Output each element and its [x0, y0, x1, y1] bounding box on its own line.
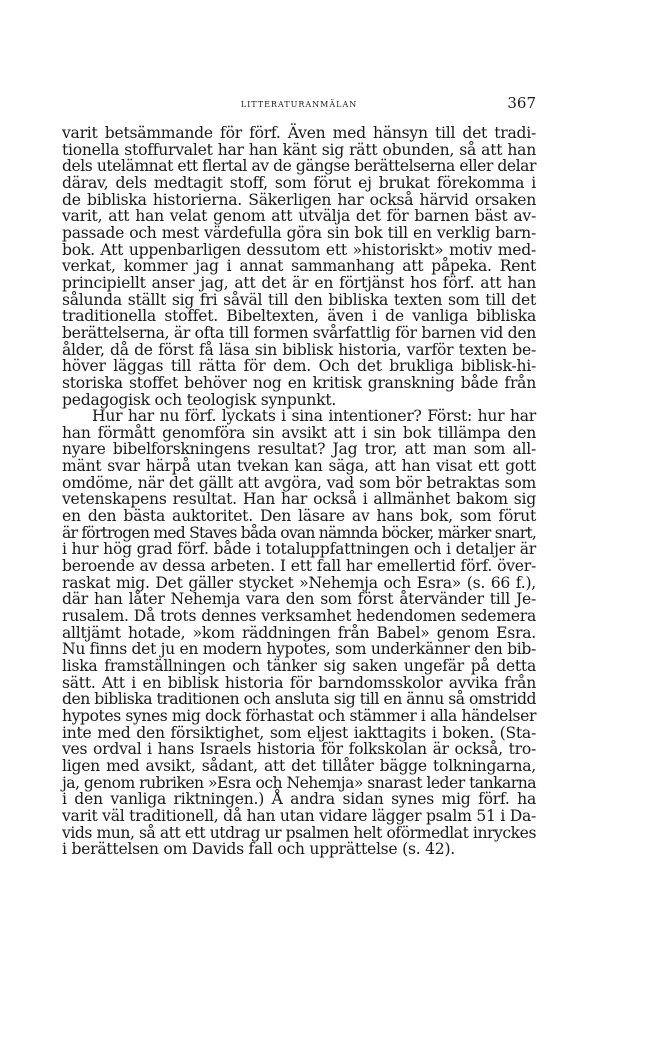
text-line: omdöme, när det gällt att avgöra, vad som bör betraktas som: [62, 473, 536, 492]
text-line: berättelserna, är ofta till formen svårfattlig för barnen vid den: [62, 323, 536, 342]
text-line: i hur hög grad förf. både i totaluppfattningen och i detaljer är: [62, 540, 536, 559]
text-line: inte med den försiktighet, som eljest iakttagits i boken. (Sta-: [62, 723, 536, 742]
page-header: [62, 94, 536, 116]
text-line: ves ordval i hans Israels historia för folkskolan är också, tro-: [62, 740, 536, 759]
text-line: passade och mest värdefulla göra sin bok till en verklig barn-: [62, 223, 536, 242]
text-line: beroende av dessa arbeten. I ett fall har emellertid förf. över-: [62, 557, 536, 576]
text-line: sätt. Att i en biblisk historia för barndomsskolor avvika från: [62, 673, 536, 692]
text-line: i berättelsen om Davids fall och upprättelse (s. 42).: [62, 840, 456, 859]
text-line: Nu finns det ju en modern hypotes, som underkänner den bib-: [62, 640, 536, 659]
text-line: pedagogisk och teologisk synpunkt.: [62, 390, 337, 409]
text-line: i den vanliga riktningen.) Å andra sidan synes mig förf. ha: [62, 790, 536, 809]
text-line: Hur har nu förf. lyckats i sina intentioner? Först: hur har: [92, 407, 536, 426]
text-line: tionella stoffurvalet har han känt sig rätt obunden, så att han: [62, 140, 536, 159]
text-line: dels utelämnat ett flertal av de gängse berättelserna eller delar: [62, 157, 536, 176]
text-line: där han låter Nehemja vara den som först återvänder till Je-: [62, 590, 536, 609]
text-line: traditionella stoffet. Bibeltexten, även i de vanliga bibliska: [62, 307, 536, 326]
text-line: raskat mig. Det gäller stycket »Nehemja och Esra» (s. 66 f.),: [62, 573, 536, 592]
text-line: vetenskapens resultat. Han har också i allmänhet bakom sig: [62, 490, 536, 509]
text-line: hypotes synes mig dock förhastat och stämmer i alla händelser: [62, 706, 536, 725]
running-title: LITTERATURANMÄLAN: [240, 100, 358, 109]
text-line: varit väl traditionell, då han utan vidare lägger psalm 51 i Da-: [62, 806, 536, 825]
text-line: en den bästa auktoritet. Den läsare av hans bok, som förut: [62, 507, 536, 526]
text-line: därav, dels medtagit stoff, som förut ej brukat förekomma i: [62, 173, 536, 192]
text-line: de bibliska historierna. Säkerligen har också härvid orsaken: [62, 190, 536, 209]
text-line: varit betsämmande för förf. Även med hänsyn till det tradi-: [62, 124, 536, 142]
text-line: den bibliska traditionen och ansluta sig till en ännu så omstridd: [62, 690, 536, 709]
page-number: 367: [507, 94, 536, 112]
body-text: [62, 125, 536, 858]
text-line: verkat, kommer jag i annat sammanhang att påpeka. Rent: [62, 257, 536, 276]
text-line: liska framställningen och tänker sig saken ungefär på detta: [62, 657, 536, 675]
text-line: rusalem. Då trots dennes verksamhet hedendomen sedemera: [62, 607, 536, 626]
text-line: sålunda ställt sig fri såväl till den bibliska texten som till det: [62, 290, 536, 309]
text-line: höver läggas till rätta för dem. Och det brukliga biblisk-hi-: [62, 357, 536, 376]
text-line: nyare bibelforskningens resultat? Jag tror, att man som all-: [62, 440, 536, 459]
text-line: alltjämt hotade, »kom räddningen från Babel» genom Esra.: [62, 623, 536, 642]
text-line: principiellt anser jag, att det är en förtjänst hos förf. att han: [62, 273, 536, 292]
text-line: ålder, då de först få läsa sin biblisk historia, varför texten be-: [62, 340, 536, 359]
text-line: storiska stoffet behöver nog en kritisk granskning både från: [62, 373, 536, 392]
text-line: varit, att han velat genom att utvälja det för barnen bäst av-: [62, 207, 536, 226]
text-line: vids mun, så att ett utdrag ur psalmen helt oförmedlat inryckes: [62, 823, 536, 842]
text-line: ligen med avsikt, sådant, att det tillåter bägge tolkningarna,: [62, 756, 536, 775]
text-line: är förtrogen med Staves båda ovan nämnda böcker, märker snart,: [62, 523, 536, 542]
text-line: mänt svar härpå utan tvekan kan säga, att han visat ett gott: [62, 457, 536, 476]
text-line: bok. Att uppenbarligen dessutom ett »historiskt» motiv med-: [62, 240, 536, 259]
text-line: ja, genom rubriken »Esra och Nehemja» snarast leder tankarna: [62, 773, 536, 792]
text-line: han förmått genomföra sin avsikt att i sin bok tillämpa den: [62, 423, 536, 442]
